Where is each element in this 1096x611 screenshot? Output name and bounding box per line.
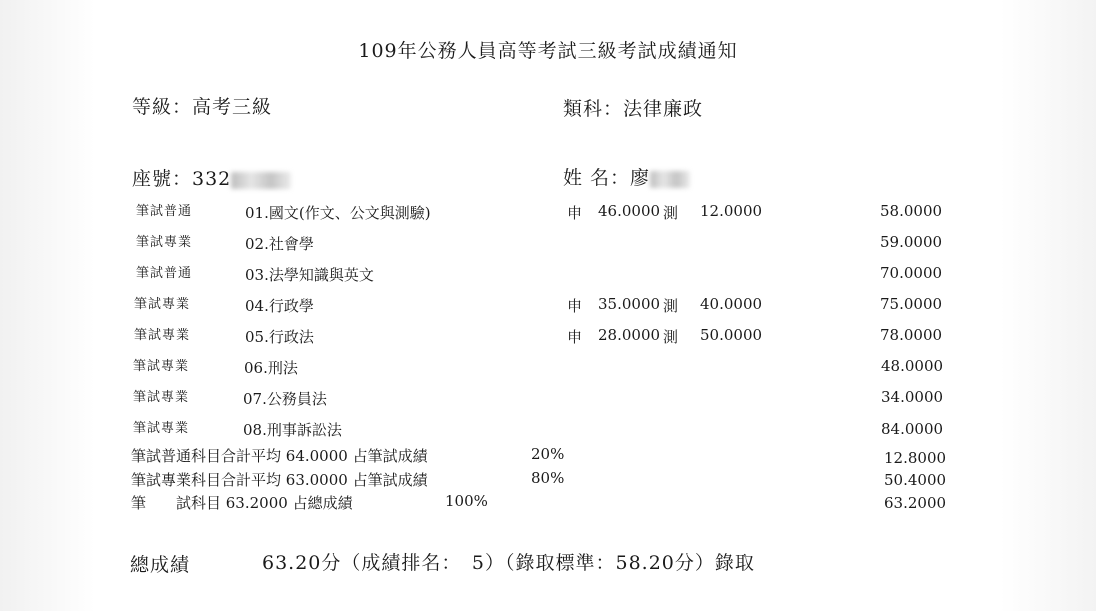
subject-type: 筆試專業 [133, 390, 190, 405]
subject-name: 01.國文(作文、公文與測驗) [245, 204, 431, 222]
essay-score: 28.0000 [598, 326, 661, 344]
candidate-name-row [563, 163, 690, 190]
total-score-text: 63.20分（成績排名： 5）（錄取標準：58.20分）錄取 [262, 552, 755, 574]
test-score: 40.0000 [700, 295, 763, 313]
subject-score: 48.0000 [881, 357, 944, 375]
seat-number: 座號：332 [132, 168, 232, 190]
summary-label: 筆試專業科目合計平均 63.0000 占筆試成績 [131, 471, 428, 489]
test-mark: 測 [663, 328, 679, 346]
subject-name: 05.行政法 [245, 328, 314, 346]
subject-score: 75.0000 [880, 295, 943, 313]
essay-mark: 申 [567, 204, 583, 222]
summary-score: 63.2000 [884, 494, 947, 512]
subject-score: 78.0000 [880, 326, 943, 344]
subject-type: 筆試專業 [136, 235, 193, 250]
essay-mark: 申 [567, 297, 583, 315]
subject-name: 07.公務員法 [243, 390, 327, 408]
summary-percent: 80% [531, 469, 565, 487]
subject-score: 59.0000 [880, 233, 943, 251]
summary-label: 筆試普通科目合計平均 64.0000 占筆試成績 [131, 447, 428, 465]
test-score: 12.0000 [700, 202, 763, 220]
redacted-seat-digits [231, 172, 291, 189]
essay-score: 46.0000 [598, 202, 661, 220]
exam-category: 類科：法律廉政 [563, 98, 704, 120]
essay-mark: 申 [567, 328, 583, 346]
seat-number-row [132, 164, 291, 191]
subject-name: 06.刑法 [244, 359, 298, 377]
subject-type: 筆試專業 [133, 421, 190, 436]
subject-name: 04.行政學 [245, 297, 314, 315]
subject-score: 34.0000 [881, 388, 944, 406]
exam-grade: 等級：高考三級 [132, 96, 273, 118]
subject-score: 58.0000 [880, 202, 943, 220]
subject-type: 筆試專業 [134, 297, 191, 312]
summary-percent: 100% [445, 492, 488, 510]
essay-score: 35.0000 [598, 295, 661, 313]
subject-score: 84.0000 [881, 420, 944, 438]
redacted-name [650, 171, 690, 188]
subject-type: 筆試普通 [136, 204, 193, 219]
total-score-label: 總成績 [130, 554, 191, 576]
subject-type: 筆試專業 [134, 328, 191, 343]
subject-score: 70.0000 [880, 264, 943, 282]
notice-title: 109年公務人員高等考試三級考試成績通知 [358, 40, 738, 62]
subject-type: 筆試普通 [136, 266, 193, 281]
subject-name: 03.法學知識與英文 [245, 266, 374, 284]
candidate-name: 姓 名：廖 [563, 167, 651, 189]
summary-label: 筆 試科目 63.2000 占總成績 [131, 494, 353, 512]
subject-type: 筆試專業 [133, 359, 190, 374]
test-mark: 測 [663, 297, 679, 315]
test-mark: 測 [663, 204, 679, 222]
summary-score: 50.4000 [884, 471, 947, 489]
test-score: 50.0000 [700, 326, 763, 344]
subject-name: 02.社會學 [245, 235, 314, 253]
subject-name: 08.刑事訴訟法 [243, 421, 342, 439]
summary-percent: 20% [531, 445, 565, 463]
summary-score: 12.8000 [884, 449, 947, 467]
